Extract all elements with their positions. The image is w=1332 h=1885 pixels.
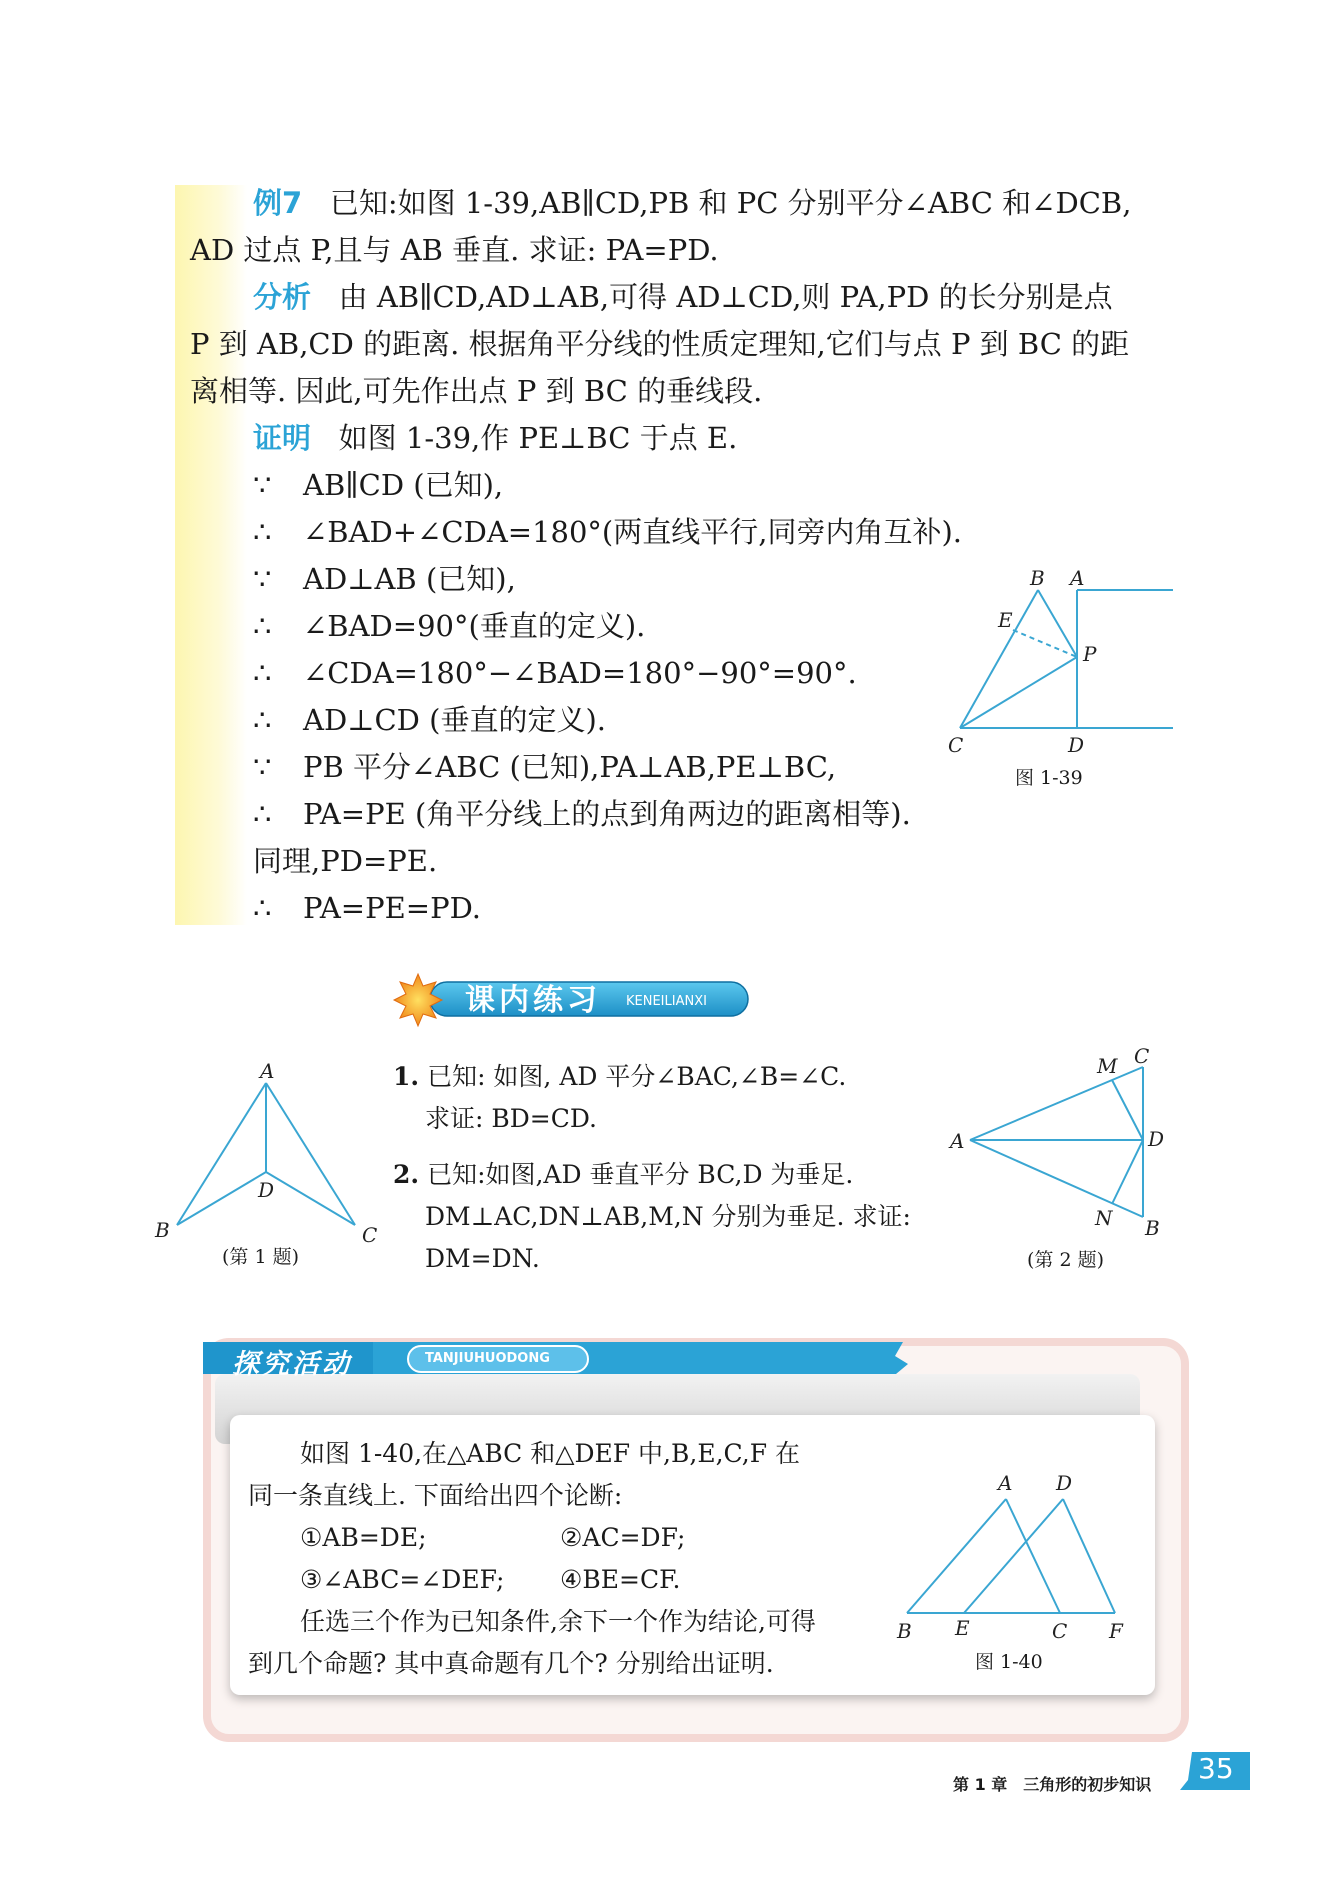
practice-q2-line3: DM=DN. <box>425 1244 540 1273</box>
fig140-label-a: A <box>998 1471 1013 1495</box>
proof-same: 同理,PD=PE. <box>253 844 438 878</box>
fig1-label-c: C <box>362 1223 378 1247</box>
fig1-caption: (第 1 题) <box>222 1246 299 1268</box>
analysis-label: 分析 <box>253 280 312 314</box>
explore-c3: ③∠ABC=∠DEF; <box>300 1565 505 1594</box>
proof-step: ∴ ∠BAD+∠CDA=180°(两直线平行,同旁内角互补). <box>253 515 962 549</box>
fig2-label-m: M <box>1097 1054 1118 1078</box>
analysis-line-1 <box>253 277 1113 317</box>
explore-c1: ①AB=DE; <box>300 1523 427 1552</box>
fig2-label-n: N <box>1095 1206 1113 1230</box>
explore-c4: ④BE=CF. <box>560 1565 681 1594</box>
proof-step: ∵ AD⊥AB (已知), <box>253 562 516 596</box>
proof-step: ∵ AB∥CD (已知), <box>253 468 504 502</box>
fig139-line-pe <box>1013 630 1077 657</box>
page-number: 35 <box>1198 1752 1234 1785</box>
fig2-label-a: A <box>950 1129 965 1153</box>
example-line-1 <box>253 183 1131 223</box>
fig140-label-f: F <box>1109 1619 1123 1643</box>
fig2-label-d: D <box>1148 1127 1165 1151</box>
fig1-label-a: A <box>260 1060 275 1083</box>
practice-pinyin: KENEILIANXI <box>626 994 707 1009</box>
proof-step: ∴ AD⊥CD (垂直的定义). <box>253 703 606 737</box>
fig2-label-b: B <box>1145 1216 1160 1240</box>
explore-line-3: 任选三个作为已知条件,余下一个作为结论,可得 <box>300 1607 816 1636</box>
example-text-2: AD 过点 P,且与 AB 垂直. 求证: PA=PD. <box>190 233 719 267</box>
proof-label: 证明 <box>253 421 312 455</box>
analysis-text-3: 离相等. 因此,可先作出点 P 到 BC 的垂线段. <box>190 374 763 408</box>
fig139-label-a: A <box>1070 566 1085 590</box>
explore-pinyin: TANJIUHUODONG <box>425 1351 550 1366</box>
example-text-1: 已知:如图 1-39,AB∥CD,PB 和 PC 分别平分∠ABC 和∠DCB, <box>329 186 1132 220</box>
fig140-label-d: D <box>1056 1471 1073 1495</box>
explore-title: 探究活动 <box>232 1349 352 1380</box>
proof-intro: 如图 1-39,作 PE⊥BC 于点 E. <box>338 421 738 455</box>
fig1-label-d: D <box>258 1178 275 1202</box>
practice-q1-line2: 求证: BD=CD. <box>425 1104 597 1133</box>
practice-title: 课内练习 <box>465 983 601 1018</box>
explore-line-1: 如图 1-40,在△ABC 和△DEF 中,B,E,C,F 在 <box>300 1439 801 1468</box>
fig140-label-b: B <box>897 1619 912 1643</box>
figure-1-39 <box>940 560 1220 790</box>
margin-highlight <box>175 185 247 925</box>
practice-q2: 2. 已知:如图,AD 垂直平分 BC,D 为垂足. <box>393 1160 854 1189</box>
example-label: 例7 <box>253 186 303 220</box>
analysis-text-1: 由 AB∥CD,AD⊥AB,可得 AD⊥CD,则 PA,PD 的长分别是点 <box>338 280 1113 314</box>
fig139-line-bp <box>1038 590 1077 657</box>
fig139-label-b: B <box>1030 566 1045 590</box>
fig2-caption: (第 2 题) <box>1027 1249 1104 1271</box>
proof-step: ∴ ∠BAD=90°(垂直的定义). <box>253 609 646 643</box>
fig140-label-e: E <box>955 1616 970 1640</box>
star-icon <box>394 974 442 1026</box>
explore-line-2: 同一条直线上. 下面给出四个论断: <box>248 1481 623 1510</box>
proof-step: ∴ ∠CDA=180°−∠BAD=180°−90°=90°. <box>253 656 857 690</box>
figure-1-40 <box>885 1470 1140 1645</box>
practice-figure-1 <box>150 1060 390 1250</box>
fig139-label-d: D <box>1068 733 1085 757</box>
fig139-line-cp <box>960 657 1077 728</box>
explore-c2: ②AC=DF; <box>560 1523 686 1552</box>
proof-intro-line <box>253 418 737 458</box>
proof-final: ∴ PA=PE=PD. <box>253 891 482 925</box>
fig2-label-c: C <box>1134 1044 1150 1068</box>
fig140-label-c: C <box>1052 1619 1068 1643</box>
fig139-label-e: E <box>998 608 1013 632</box>
fig139-label-p: P <box>1083 642 1097 666</box>
fig1-label-b: B <box>155 1218 170 1242</box>
fig139-label-c: C <box>948 733 964 757</box>
practice-figure-2 <box>945 1040 1175 1240</box>
proof-step: ∴ PA=PE (角平分线上的点到角两边的距离相等). <box>253 797 911 831</box>
practice-q2-line2: DM⊥AC,DN⊥AB,M,N 分别为垂足. 求证: <box>425 1202 911 1231</box>
practice-q1: 1. 已知: 如图, AD 平分∠BAC,∠B=∠C. <box>393 1062 847 1091</box>
footer-chapter: 第 1 章 三角形的初步知识 <box>953 1775 1152 1794</box>
proof-step: ∵ PB 平分∠ABC (已知),PA⊥AB,PE⊥BC, <box>253 750 837 784</box>
fig139-caption: 图 1-39 <box>1015 767 1083 789</box>
explore-line-4: 到几个命题? 其中真命题有几个? 分别给出证明. <box>248 1649 774 1678</box>
analysis-text-2: P 到 AB,CD 的距离. 根据角平分线的性质定理知,它们与点 P 到 BC 的距 <box>190 327 1130 361</box>
fig140-caption: 图 1-40 <box>975 1651 1043 1673</box>
